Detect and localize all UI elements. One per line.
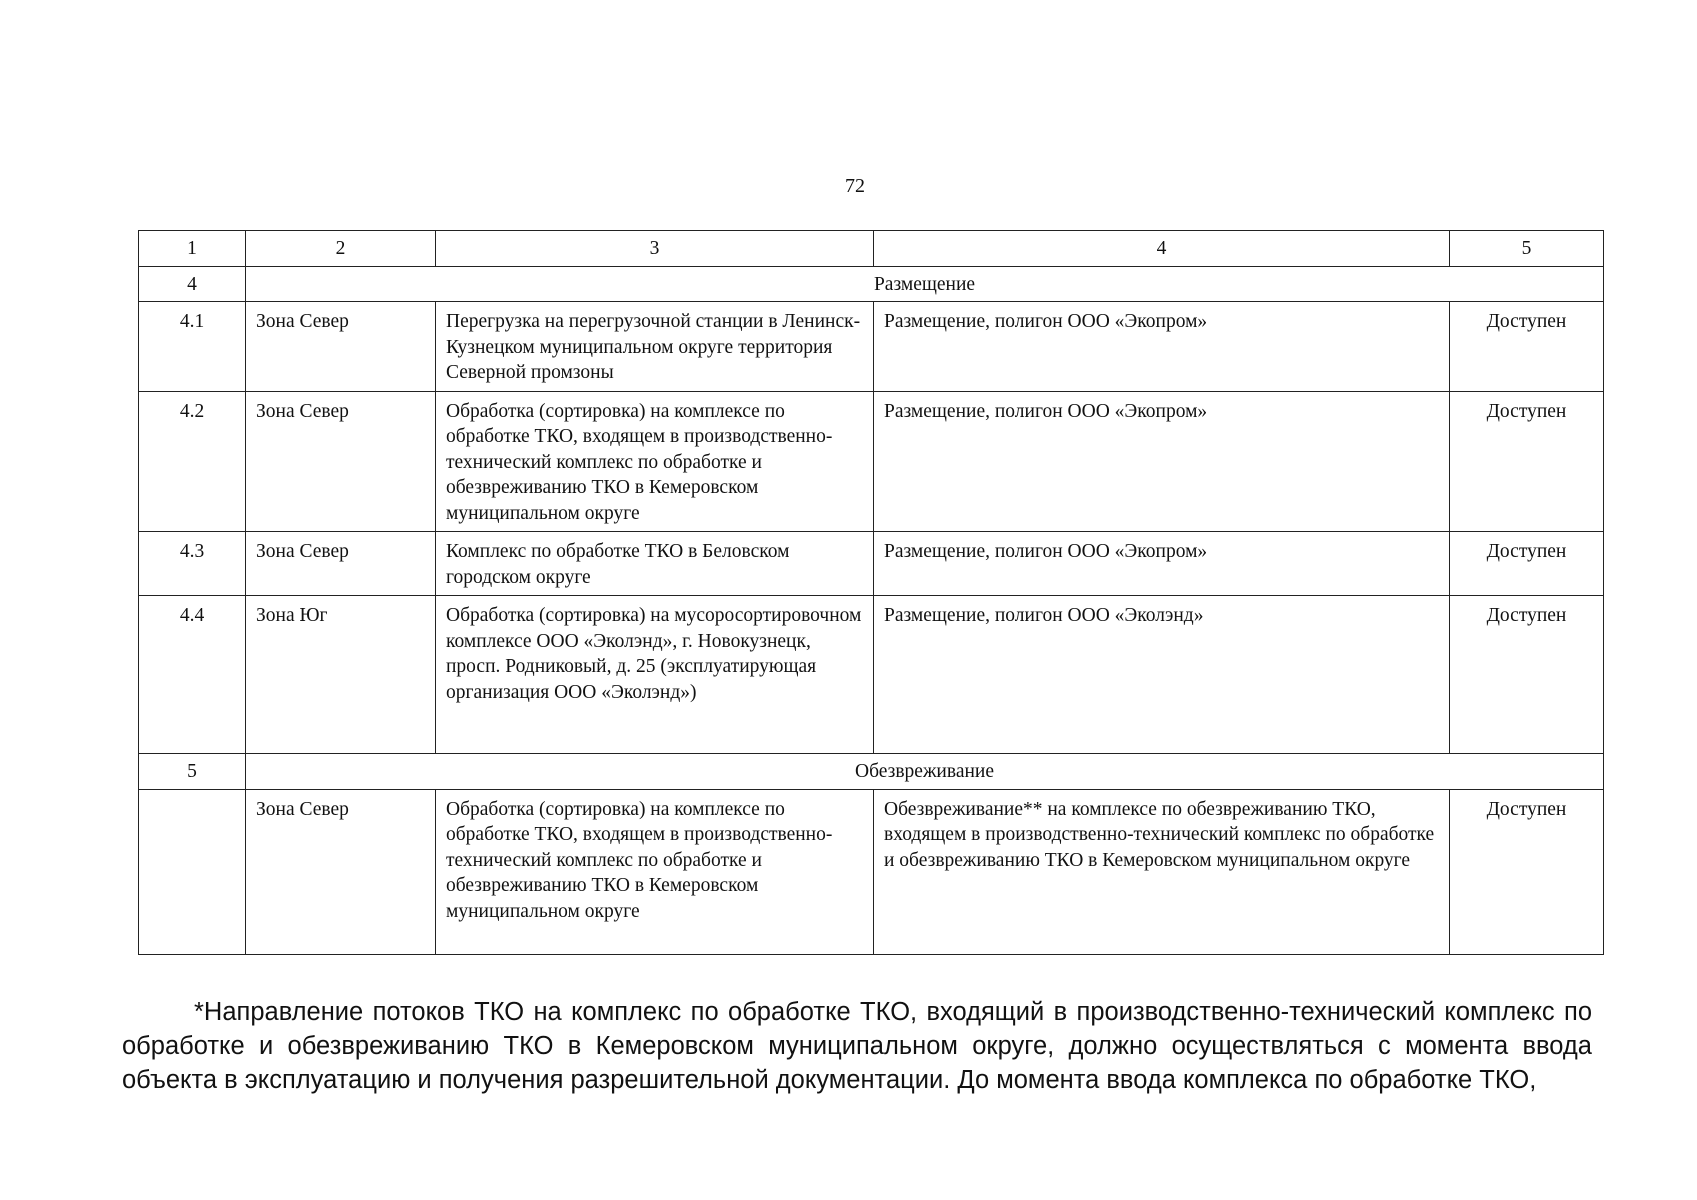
row-destination: Обезвреживание** на комплексе по обезвреживанию ТКО, входящем в производственно-технический комплекс по обработке и обезвреживанию ТКО в Кемеровском муниципальном округе [874,789,1450,954]
row-source: Перегрузка на перегрузочной станции в Ленинск-Кузнецком муниципальном округе территория Северной промзоны [436,302,874,392]
row-zone: Зона Юг [246,596,436,754]
column-number: 5 [1450,231,1604,267]
row-destination: Размещение, полигон ООО «Эколэнд» [874,596,1450,754]
row-source: Обработка (сортировка) на комплексе по обработке ТКО, входящем в производственно-технический комплекс по обработке и обезвреживанию ТКО в Кемеровском муниципальном округе [436,391,874,532]
waste-flow-table [138,230,1604,955]
row-number: 4.4 [139,596,246,754]
row-number: 4.3 [139,532,246,596]
row-zone: Зона Север [246,532,436,596]
table-row [139,596,1604,754]
row-destination: Размещение, полигон ООО «Экопром» [874,532,1450,596]
section-title: Размещение [246,266,1604,302]
row-destination: Размещение, полигон ООО «Экопром» [874,302,1450,392]
row-zone: Зона Север [246,391,436,532]
row-zone: Зона Север [246,302,436,392]
row-number: 4.1 [139,302,246,392]
section-number: 5 [139,754,246,790]
table-row [139,532,1604,596]
row-number: 4.2 [139,391,246,532]
column-number: 3 [436,231,874,267]
column-number: 4 [874,231,1450,267]
table-header-row [139,231,1604,267]
row-source: Обработка (сортировка) на комплексе по обработке ТКО, входящем в производственно-технический комплекс по обработке и обезвреживанию ТКО в Кемеровском муниципальном округе [436,789,874,954]
row-status: Доступен [1450,302,1604,392]
section-title: Обезвреживание [246,754,1604,790]
table-row [139,391,1604,532]
row-status: Доступен [1450,391,1604,532]
section-row-placement [139,266,1604,302]
row-source: Комплекс по обработке ТКО в Беловском городском округе [436,532,874,596]
table-row [139,789,1604,954]
section-number: 4 [139,266,246,302]
row-destination: Размещение, полигон ООО «Экопром» [874,391,1450,532]
table-row [139,302,1604,392]
section-row-neutralization [139,754,1604,790]
page-number: 72 [845,175,865,197]
column-number: 1 [139,231,246,267]
row-status: Доступен [1450,532,1604,596]
row-status: Доступен [1450,596,1604,754]
row-source: Обработка (сортировка) на мусоросортировочном комплексе ООО «Эколэнд», г. Новокузнецк, просп. Родниковый, д. 25 (эксплуатирующая организация ООО «Эколэнд») [436,596,874,754]
row-status: Доступен [1450,789,1604,954]
column-number: 2 [246,231,436,267]
row-number [139,789,246,954]
footnote-paragraph: *Направление потоков ТКО на комплекс по обработке ТКО, входящий в производственно-технический комплекс по обработке и обезвреживанию ТКО в Кемеровском муниципальном округе, должно осуществляться с момента ввода объекта в эксплуатацию и получения разрешительной документации. До момента ввода комплекса по обработке ТКО, [122,997,1592,1094]
row-zone: Зона Север [246,789,436,954]
